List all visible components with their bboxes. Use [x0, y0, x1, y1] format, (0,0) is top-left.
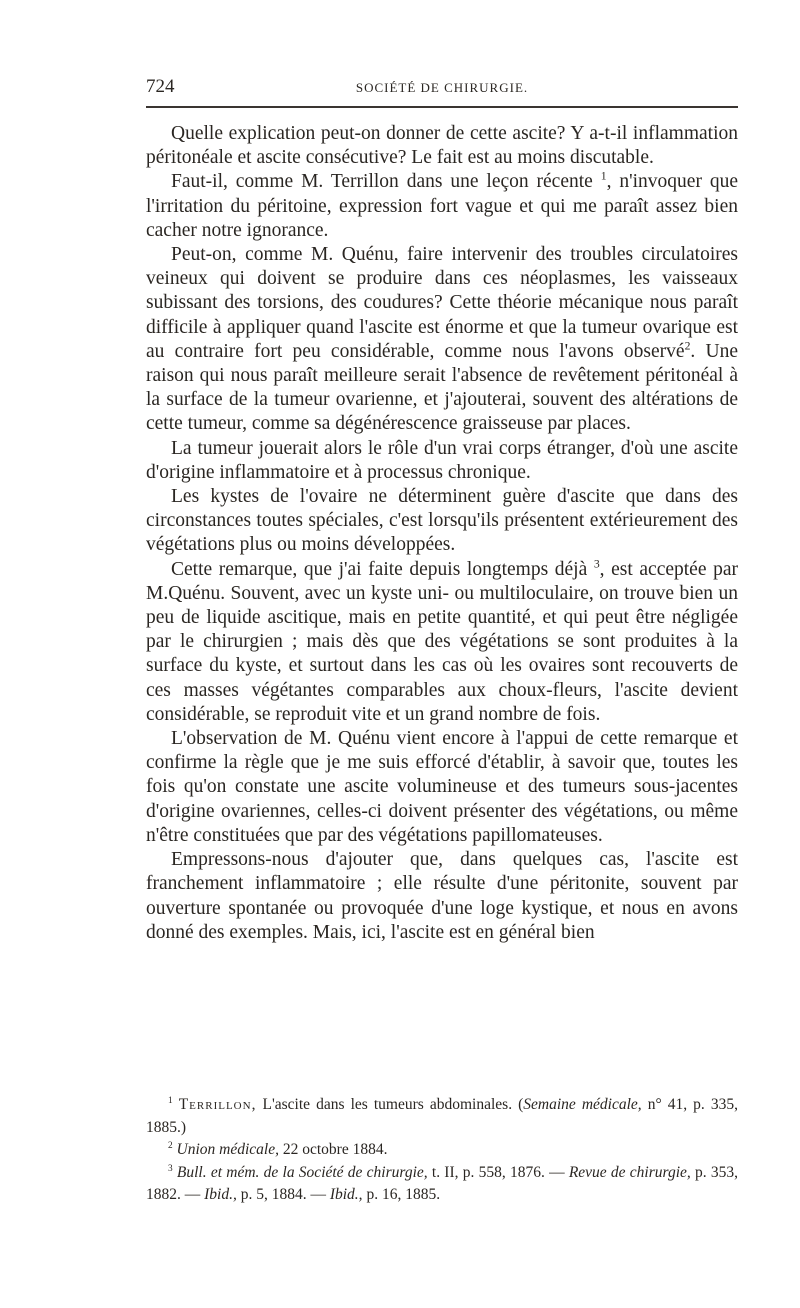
footnote-mark: 3	[168, 1163, 173, 1174]
footnote: $^3$ Bull. et mém. de la Société de chirurgie, t. II, p. 558, 1876. — Revue de chirurgie, p. 353, 1882. — Ibid., p. 5, 1884. — Ibid., p. 16, 1885.	[146, 1163, 739, 1203]
header-rule	[146, 106, 738, 108]
paragraph: Faut-il, comme M. Terrillon dans une leçon récente $^1$, n'invoquer que l'irritation du péritoine, expression fort vague et qui me paraît assez bien cacher notre ignorance.	[146, 169, 738, 241]
footnote: $^2$ Union médicale, 22 octobre 1884.	[168, 1140, 388, 1158]
running-header	[146, 76, 738, 98]
paragraph: Cette remarque, que j'ai faite depuis longtemps déjà $^3$, est acceptée par M.Quénu. Souvent, avec un kyste uni- ou multiloculaire, on trouve bien un peu de liquide ascitique, mais en petite quantité, et qui peut être négligée par le chirurgien ; mais dès que des végétations se sont produites à la surface du kyste, et surtout dans les cas où les ovaires sont recouverts de ces masses végétantes comparables aux choux-fleurs, l'ascite devient considérable, se reproduit vite et un grand nombre de fois.	[146, 557, 738, 725]
footnote-mark: 2	[168, 1140, 173, 1151]
paragraph: Quelle explication peut-on donner de cette ascite? Y a-t-il inflammation péritonéale et ascite consécutive? Le fait est au moins discutable.	[146, 123, 738, 169]
paragraph: Les kystes de l'ovaire ne déterminent guère d'ascite que dans des circonstances toutes spéciales, c'est lorsqu'ils présentent extérieurement des végétations plus ou moins développées.	[146, 486, 738, 556]
footnote-mark: 1	[168, 1095, 173, 1106]
footnotes	[146, 1094, 738, 1207]
footnote: $^1$ Terrillon, L'ascite dans les tumeurs abdominales. (Semaine médicale, n° 41, p. 335, 1885.)	[146, 1095, 738, 1136]
paragraph: Peut-on, comme M. Quénu, faire intervenir des troubles circulatoires veineux qui doivent se produire dans ces néoplasmes, les vaisseaux subissant des torsions, des coudures? Cette théorie mécanique nous paraît difficile à appliquer quand l'ascite est énorme et que la tumeur ovarique est au contraire fort peu considérable, comme nous l'avons observé$^2$. Une raison qui nous paraît meilleure serait l'absence de revêtement péritonéal à la surface de la tumeur ovarienne, et j'ajouterai, souvent des altérations de cette tumeur, comme sa dégénérescence graisseuse par places.	[146, 244, 738, 435]
running-title: SOCIÉTÉ DE CHIRURGIE.	[355, 80, 529, 95]
footnote-ref: 1	[600, 169, 607, 183]
paragraph: La tumeur jouerait alors le rôle d'un vrai corps étranger, d'où une ascite d'origine inflammatoire et à processus chronique.	[146, 437, 738, 483]
paragraph: Empressons-nous d'ajouter que, dans quelques cas, l'ascite est franchement inflammatoire ; elle résulte d'une péritonite, souvent par ouverture spontanée ou provoquée d'une loge kystique, et nous en avons donné des exemples. Mais, ici, l'ascite est en général bien	[146, 849, 738, 943]
page-number: 724	[146, 76, 175, 97]
footnote-ref: 2	[684, 339, 691, 353]
paragraph: L'observation de M. Quénu vient encore à l'appui de cette remarque et confirme la règle que je me suis efforcé d'établir, à savoir que, toutes les fois qu'on constate une ascite volumineuse et des tumeurs sous-jacentes d'origine ovariennes, celles-ci doivent présenter des végétations, ou même n'être constituées que par des végétations papillomateuses.	[146, 728, 738, 846]
body-text	[146, 122, 738, 945]
footnote-ref: 3	[593, 557, 600, 571]
